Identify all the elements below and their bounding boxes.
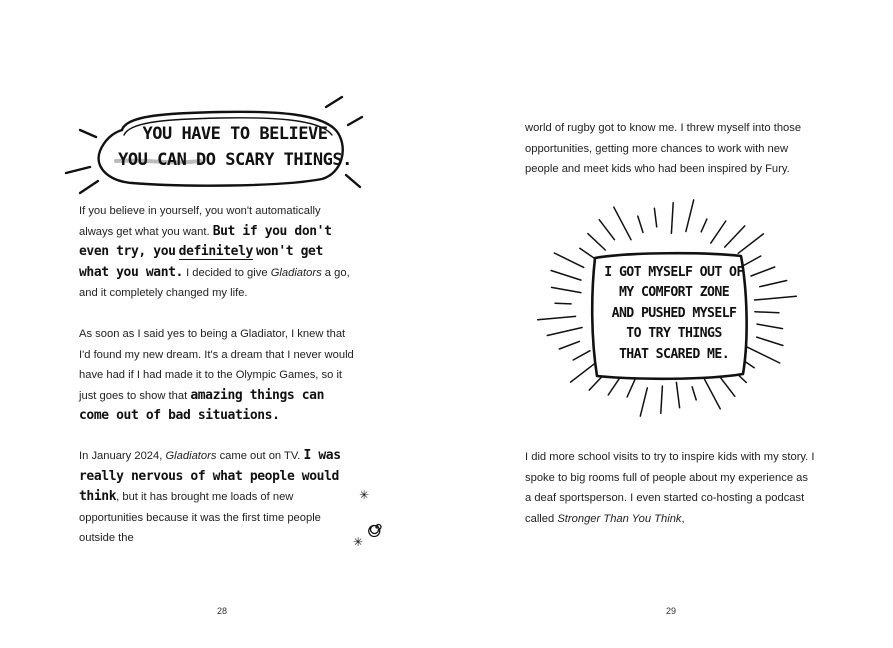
- right-p2-text-c: ,: [681, 512, 685, 525]
- right-p2-text-a: I did more school visits to try to inspire kids with my story. I spoke to big rooms full of people about my experience as a deaf sportsperson. I even started co-hosting a podcast called: [525, 451, 815, 525]
- p3-hand-d: I was really nervous of what people would think: [79, 448, 341, 505]
- left-callout-line-2: YOU CAN DO SCARY THINGS.: [118, 150, 352, 170]
- page-number-left: 28: [217, 606, 228, 616]
- star-doodle-icon: ✳: [359, 488, 370, 502]
- p1-hand-b: But if you don't even try, you: [79, 223, 332, 260]
- p3-text-a: In January 2024,: [79, 450, 163, 462]
- right-p2-podcast-title: Stronger Than You Think: [557, 512, 682, 525]
- left-callout-line-1: YOU HAVE TO BELIEVE: [142, 124, 328, 144]
- p1-hand-d: won't get what you want.: [79, 244, 323, 280]
- p1-hand-definitely: definitely: [178, 244, 253, 260]
- right-callout: [599, 263, 749, 365]
- p2-hand-b: amazing things can come out of bad situations.: [79, 387, 325, 424]
- left-callout: [110, 121, 360, 173]
- page-number-right: 29: [666, 606, 677, 616]
- p3-text-c: came out on TV.: [219, 450, 301, 462]
- p1-text-g: a go, and it completely changed my life.: [79, 266, 350, 300]
- right-paragraph-2: [525, 447, 815, 529]
- p1-text-e: I decided to give: [186, 266, 268, 279]
- spiral-doodle-icon: [369, 519, 385, 535]
- p1-text-a: If you believe in yourself, you won't automatically always get what you want.: [79, 205, 321, 238]
- left-paragraph-3: [79, 446, 354, 549]
- left-paragraph-1: [79, 201, 354, 304]
- right-callout-line-1: I GOT MYSELF OUT OF: [604, 265, 744, 280]
- right-callout-line-4: TO TRY THINGS: [626, 326, 722, 342]
- left-page: [0, 0, 446, 648]
- right-paragraph-1: [525, 118, 805, 180]
- right-callout-line-2: MY COMFORT ZONE: [618, 285, 730, 301]
- p3-text-e: , but it has brought me loads of new opportunities because it was the first time people outside the: [79, 491, 321, 545]
- p1-title-gladiators: Gladiators: [270, 266, 322, 279]
- p3-title-gladiators: Gladiators: [165, 450, 217, 462]
- p2-text-a: As soon as I said yes to being a Gladiator, I knew that I'd found my new dream. It's a dream that I never would have had if I had made it to the Olympic Games, so it just goes to show that: [79, 328, 354, 402]
- right-callout-line-3: AND PUSHED MYSELF: [611, 305, 737, 321]
- left-paragraph-2: [79, 324, 354, 427]
- star-doodle-icon: ✳: [353, 535, 364, 549]
- right-p1-text: world of rugby got to know me. I threw myself into those opportunities, getting more chances to work with new people and meet kids who had been inspired by Fury.: [525, 122, 802, 176]
- right-callout-line-5: THAT SCARED ME.: [618, 346, 730, 362]
- right-page: [447, 0, 893, 648]
